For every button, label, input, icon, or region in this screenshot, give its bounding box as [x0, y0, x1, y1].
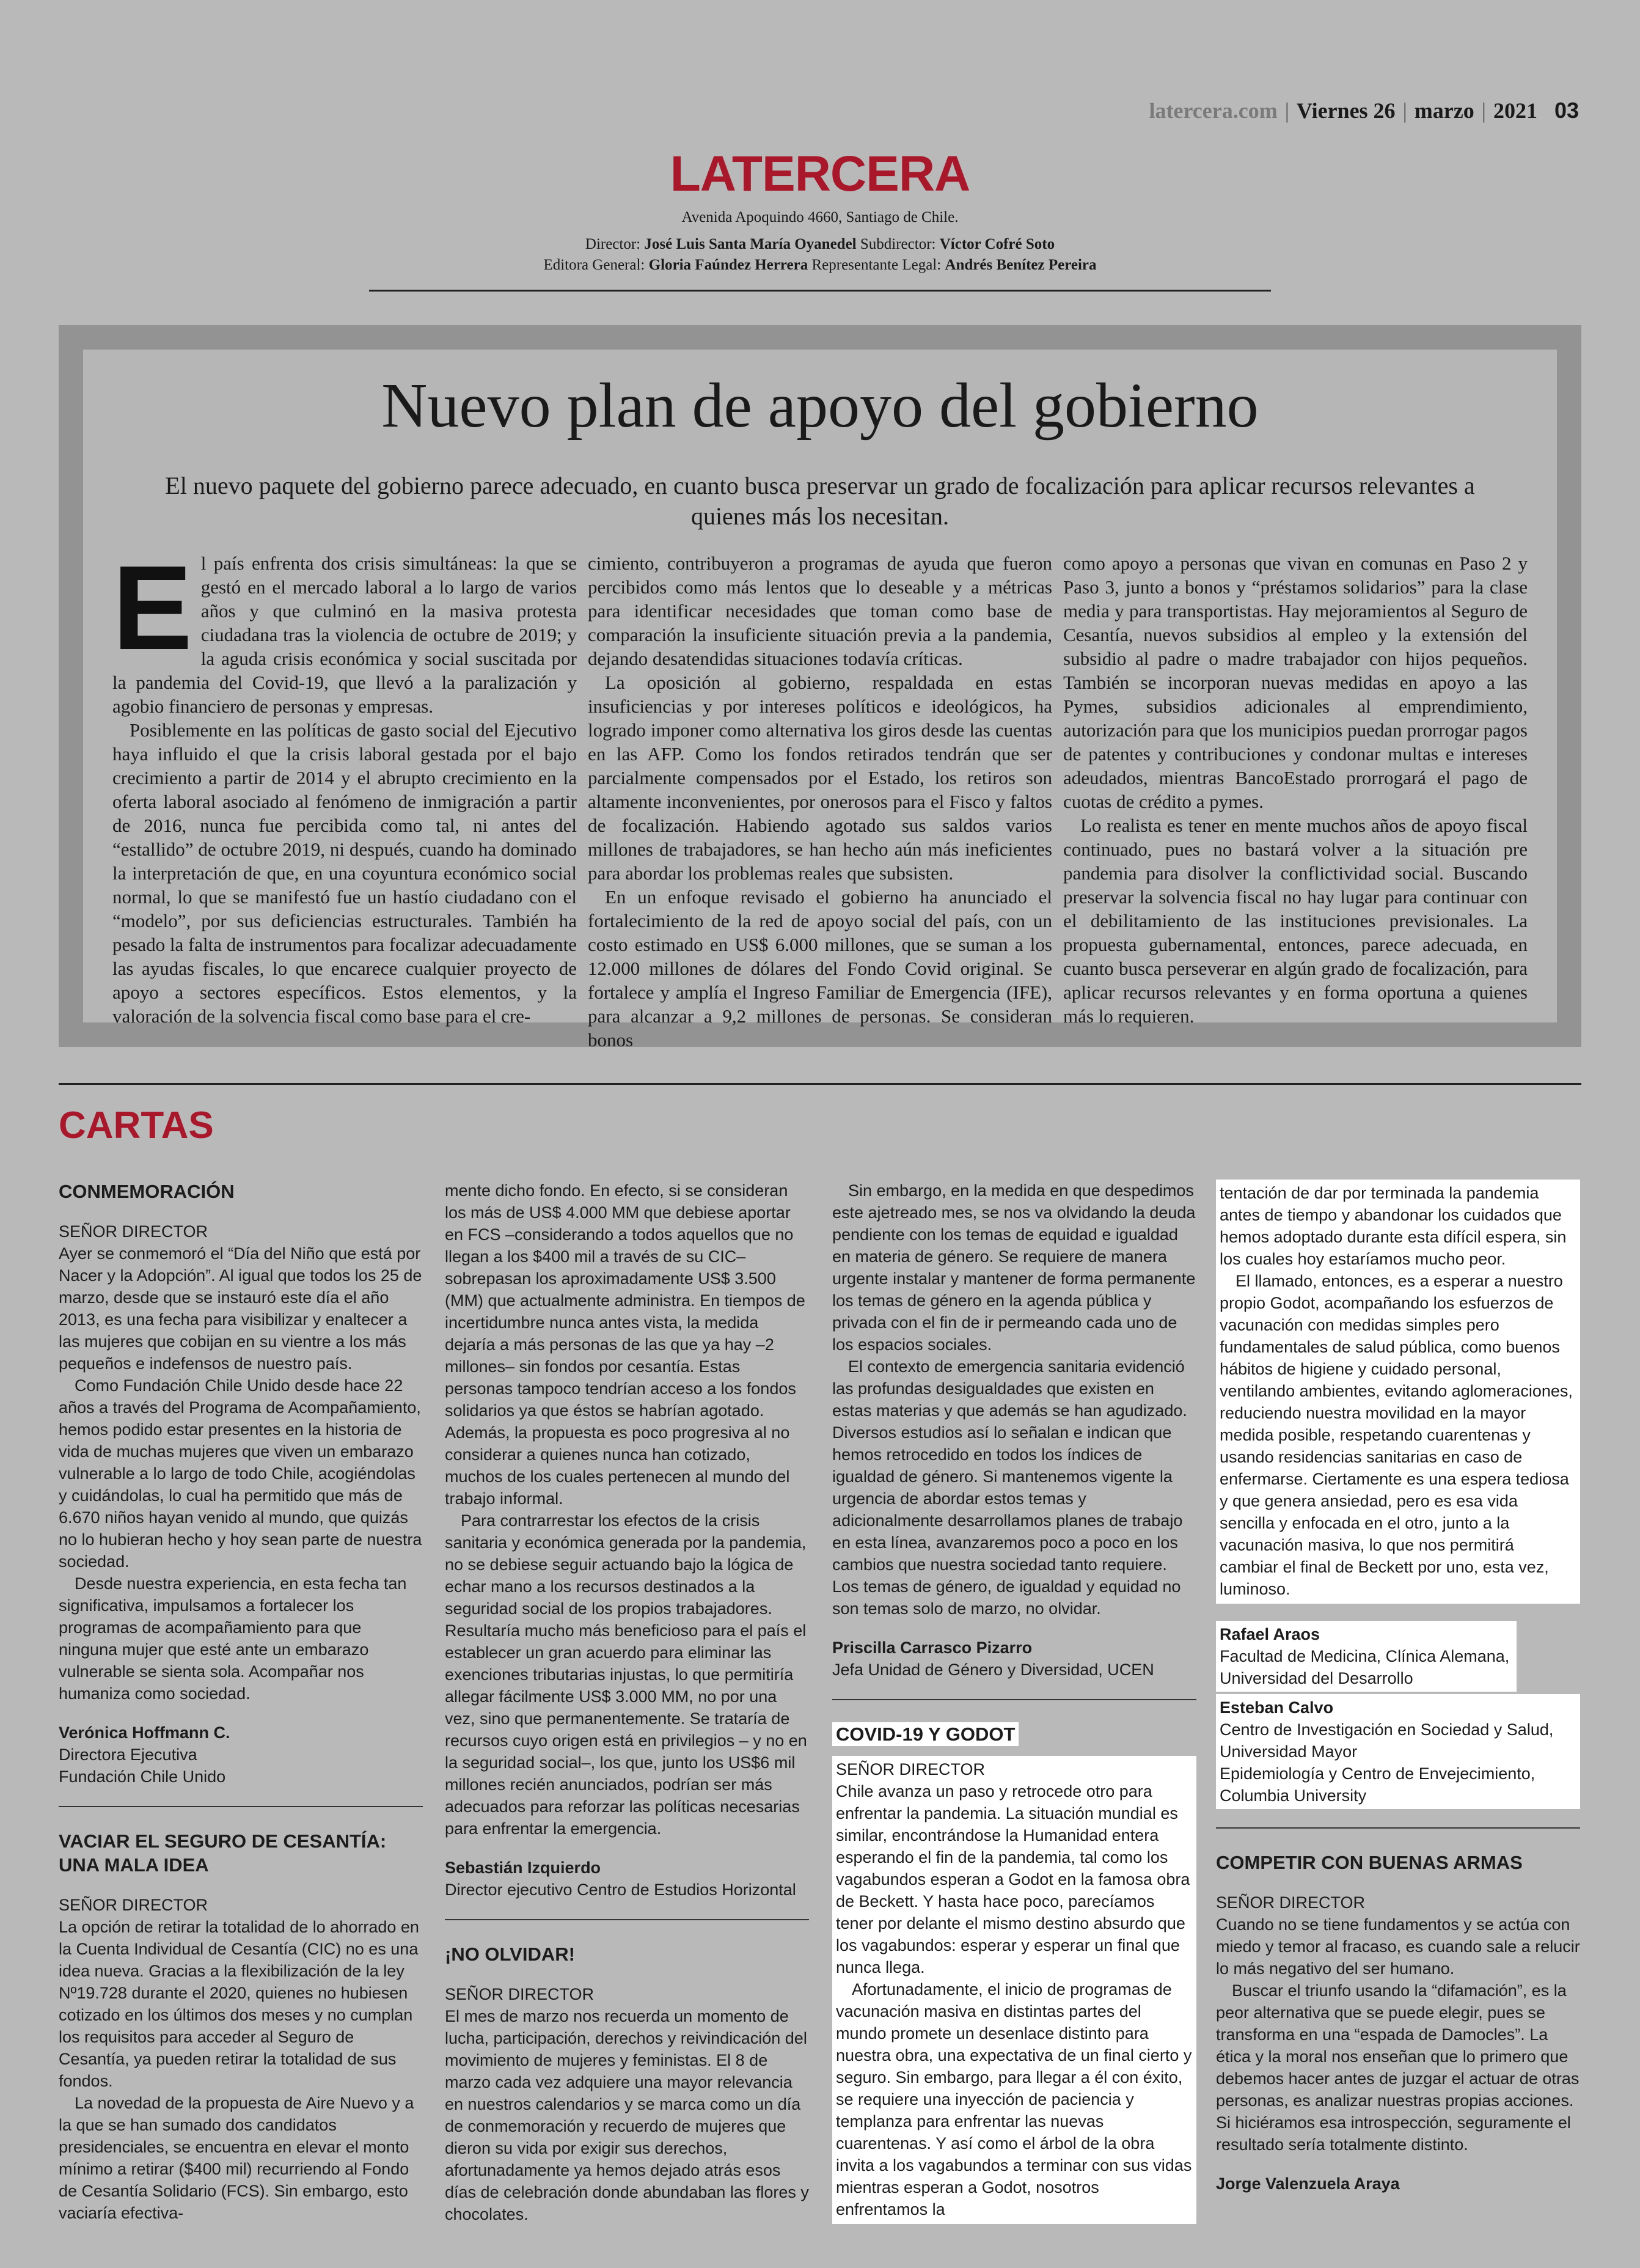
editorial-paragraph: cimiento, contribuyeron a programas de ayuda que fueron percibidos como más lentos que lo deseable y a métricas para identificar necesidades que toman como base de comparación la insuficiente situación previa a la pandemia, dejando desatendidas situaciones todavía críticas. [588, 552, 1052, 669]
cartas-divider [59, 1083, 1581, 1085]
letter-affiliation: Facultad de Medicina, Clínica Alemana, [1220, 1647, 1510, 1665]
letter-separator [59, 1806, 423, 1807]
director-label: Director: [585, 236, 641, 252]
letter-paragraph: Sin embargo, en la medida en que despedimos este ajetreado mes, se nos va olvidando la deuda pendiente con los temas de equidad e igualdad en materia de género. Se requiere de manera urgente instalar y mantener de forma permanente los temas de género en la agenda pública y privada con el fin de ir permeando cada uno de los espacios sociales. [832, 1181, 1196, 1354]
cartas-column-3 [832, 1180, 1196, 2224]
editorial-paragraph: Posiblemente en las políticas de gasto social del Ejecutivo haya influido el que la crisis laboral gestada por el bajo crecimiento a partir de 2014 y el abrupto crecimiento en la oferta laboral asociado al fenómeno de inmigración a partir de 2016, nunca fue percibida como tal, ni antes del “estallido” de octubre 2019, ni después, cuando ha dominado la interpretación de que, en una coyuntura económico social normal, lo que se manifestó fue un hastío ciudadano con el “modelo”, por sus deficiencias estructurales. También ha pesado la falta de instrumentos para focalizar adecuadamente las ayudas fiscales, lo que encarece cualquier proyecto de apoyo a sectores específicos. Estos elementos, y la valoración de la solvencia fiscal como base para el cre- [112, 719, 577, 1027]
letter-signature: Jorge Valenzuela Araya [1216, 2174, 1400, 2193]
letter-paragraph: Ayer se conmemoró el “Día del Niño que está por Nacer y la Adopción”. Al igual que todos los 25 de marzo, desde que se instauró este día el año 2013, es una fecha para visibilizar y enaltecer a las mujeres que cobijan en su vientre a los más pequeños e indefensos de nuestro país. [59, 1244, 422, 1373]
letter-affiliation: Centro de Investigación en Sociedad y Salud, [1220, 1720, 1554, 1739]
highlighted-signature-block [1216, 1694, 1580, 1809]
editorial-column-2 [588, 551, 1052, 1052]
letter-paragraph: El llamado, entonces, es a esperar a nuestro propio Godot, acompañando los esfuerzos de vacunación con medidas simples pero fundamentales de salud pública, como buenos hábitos de higiene y cuidado personal, ventilando ambientes, evitando aglomeraciones, reduciendo nuestra movilidad en la mayor medida posible, respetando cuarentenas y usando residencias sanitarias en caso de enfermarse. Ciertamente es una espera tediosa y que genera ansiedad, pero es esa vida sencilla y enfocada en el otro, junto a la vacunación masiva, lo que nos permitirá cambiar el final de Beckett por uno, esta vez, luminoso. [1220, 1272, 1573, 1598]
letter-paragraph: mente dicho fondo. En efecto, si se consideran los más de US$ 4.000 MM que debiese aportar en FCS –considerando a todos aquellos que no llegan a los $400 mil a través de su CIC– sobrepasan los aproximadamente US$ 3.500 (MM) que actualmente administra. En tiempos de incertidumbre nunca antes vista, la medida dejaría a más personas de las que ya hay –2 millones– sin fondos por cesantía. Estas personas tampoco tendrían acceso a los fondos solidarios ya que éstos se habrían agotado. Además, la propuesta es poco progresiva al no considerar a quienes nunca han cotizado, muchos de los cuales pertenecen al mundo del trabajo informal. [445, 1181, 805, 1508]
editorial-column-3 [1063, 551, 1528, 1028]
editorial-paragraph: La oposición al gobierno, respaldada en estas insuficiencias y por intereses políticos e ideológicos, ha logrado imponer como alternativa los giros desde las cuentas en las AFP. Como los fondos retirados tendrán que ser parcialmente compensados por el Estado, los retiros son altamente inconvenientes, por onerosos para el Fisco y faltos de focalización. Habiendo agotado sus saldos varios millones de trabajadores, se han hecho aún más ineficientes para abordar los problemas reales que subsisten. [588, 672, 1052, 884]
letter-signature: Priscilla Carrasco Pizarro [832, 1639, 1033, 1657]
page-number: 03 [1554, 98, 1579, 123]
letter-separator [445, 1919, 809, 1920]
editorial-paragraph: El país enfrenta dos crisis simultáneas: la que se gestó en el mercado laboral a lo largo de varios años y que culminó en la masiva protesta ciudadana tras la violencia de octubre de 2019; y la aguda crisis económica y social suscitada por la pandemia del Covid-19, que llevó a la paralización y agobio financiero de personas y empresas. [112, 541, 577, 717]
letter-affiliation: Fundación Chile Unido [59, 1767, 226, 1786]
letter-paragraph: El mes de marzo nos recuerda un momento de lucha, participación, derechos y reivindicación del movimiento de mujeres y feministas. El 8 de marzo cada vez adquiere una mayor relevancia en nuestros calendarios y se marca como un día de conmemoración y recuerdo de mujeres que dieron su vida por exigir sus derechos, afortunadamente ya hemos dejado atrás esos días de celebración donde abundaban las flores y chocolates. [445, 2007, 809, 2223]
letter-signature: Rafael Araos [1220, 1625, 1320, 1643]
highlighted-letter-block [832, 1756, 1196, 2224]
letter-title-text: COVID-19 Y GODOT [832, 1722, 1019, 1746]
director-name: José Luis Santa María Oyanedel [644, 236, 857, 252]
letter-paragraph: La novedad de la propuesta de Aire Nuevo y a la que se han sumado dos candidatos presidenciales, se encuentra en elevar el monto mínimo a retirar ($400 mil) recurriendo al Fondo de Cesantía Solidario (FCS). Sin embargo, esto vaciaría efectiva- [59, 2094, 414, 2222]
letter-salutation: SEÑOR DIRECTOR [1216, 1893, 1366, 1912]
letter-salutation: SEÑOR DIRECTOR [59, 1896, 208, 1914]
letter-affiliation: Epidemiología y Centro de Envejecimiento, [1220, 1764, 1536, 1783]
masthead-staff-line-1 [0, 236, 1640, 253]
editorial-title: Nuevo plan de apoyo del gobierno [381, 370, 1259, 441]
letter-separator [1216, 1827, 1580, 1829]
editora-label: Editora General: [543, 257, 645, 273]
date-month: marzo [1414, 98, 1474, 123]
subdirector-name: Víctor Cofré Soto [939, 236, 1055, 252]
letter-title [832, 1722, 1196, 1746]
letter-paragraph: Cuando no se tiene fundamentos y se actúa con miedo y temor al fracaso, es cuando sale a relucir lo más negativo del ser humano. [1216, 1915, 1580, 1978]
letter-affiliation: Directora Ejecutiva [59, 1745, 197, 1764]
highlighted-signature-block [1216, 1621, 1517, 1692]
editorial-column-1 [112, 541, 577, 1028]
masthead-address: Avenida Apoquindo 4660, Santiago de Chile. [681, 209, 959, 226]
drop-cap: E [112, 541, 192, 675]
letter-affiliation: Jefa Unidad de Género y Diversidad, UCEN [832, 1661, 1154, 1679]
letter-paragraph: Buscar el triunfo usando la “difamación”, es la peor alternativa que se puede elegir, pues se transforma en una “espada de Damocles”. La ética y la moral nos enseñan que lo primero que debemos hacer antes de juzgar el actuar de otras personas, es analizar nuestras propias acciones. Si hiciéramos esa introspección, seguramente el resultado sería totalmente distinto. [1216, 1981, 1580, 2154]
letter-salutation: SEÑOR DIRECTOR [445, 1985, 595, 2003]
cartas-section-title: CARTAS [59, 1104, 214, 1147]
letter-title: CONMEMORACIÓN [59, 1181, 235, 1202]
letter-signature: Verónica Hoffmann C. [59, 1723, 230, 1742]
letter-paragraph: Desde nuestra experiencia, en esta fecha tan significativa, impulsamos a fortalecer los programas de acompañamiento para que ninguna mujer que esté ante un embarazo vulnerable se sienta sola. Acompañar nos humaniza como sociedad. [59, 1574, 407, 1703]
letter-title: COMPETIR CON BUENAS ARMAS [1216, 1852, 1523, 1873]
letter-affiliation: Director ejecutivo Centro de Estudios Horizontal [445, 1881, 796, 1899]
letter-title: ¡NO OLVIDAR! [445, 1943, 575, 1965]
cartas-column-2 [445, 1180, 809, 2225]
highlighted-letter-block [1216, 1180, 1580, 1604]
date-year: 2021 [1493, 98, 1537, 123]
rep-name: Andrés Benítez Pereira [945, 257, 1097, 273]
letter-affiliation: Columbia University [1220, 1786, 1367, 1805]
letter-salutation: SEÑOR DIRECTOR [836, 1760, 986, 1778]
letter-paragraph: Afortunadamente, el inicio de programas de vacunación masiva en distintas partes del mundo promete un desenlace distinto para nuestra obra, una expectativa de un final cierto y seguro. Sin embargo, para llegar a él con éxito, se requiere una inyección de paciencia y templanza para enfrentar las nuevas cuarentenas. Y así como el árbol de la obra invita a los vagabundos a terminar con sus vidas mientras esperan a Godot, nosotros enfrentamos la [836, 1980, 1192, 2218]
letter-paragraph: Para contrarrestar los efectos de la crisis sanitaria y económica generada por la pandemia, no se debiese seguir actuando bajo la lógica de echar mano a los recursos destinados a la seguridad social de los propios trabajadores. Resultaría mucho más beneficioso para el país el establecer un gran acuerdo para eliminar las exenciones tributarias injustas, lo que permitiría allegar fácilmente US$ 3.000 MM, no por una vez, sino que permanentemente. Se trataría de recursos cuyo origen está en privilegios – y no en la seguridad social–, los que, junto los US$6 mil millones recién anunciados, podrían ser más adecuados para reforzar las políticas necesarias para enfrentar la emergencia. [445, 1511, 807, 1838]
letter-affiliation: Universidad Mayor [1220, 1742, 1358, 1761]
letter-title: VACIAR EL SEGURO DE CESANTÍA: UNA MALA IDEA [59, 1830, 387, 1876]
masthead-divider [369, 290, 1271, 292]
letter-signature: Esteban Calvo [1220, 1698, 1334, 1717]
letter-paragraph: Chile avanza un paso y retrocede otro para enfrentar la pandemia. La situación mundial es similar, encontrándose la Humanidad entera esperando el fin de la pandemia, tal como los vagabundos esperan a Godot en la famosa obra de Beckett. Y hasta hace poco, parecíamos tener por delante el mismo destino absurdo que los vagabundos: esperar y esperar un final que nunca llega. [836, 1782, 1190, 1976]
letter-paragraph: El contexto de emergencia sanitaria evidenció las profundas desigualdades que existen en estas materias y que además se han agudizado. Diversos estudios así lo señalan e indican que hemos retrocedido en todos los índices de igualdad de género. Si mantenemos vigente la urgencia de abordar estos temas y adicionalmente desarrollamos planes de trabajo en esta línea, avanzaremos poco a poco en los cambios que nuestra sociedad tanto requiere. Los temas de género, de igualdad y equidad no son temas solo de marzo, no olvidar. [832, 1357, 1187, 1618]
newspaper-logo: LATERCERA [670, 146, 970, 202]
letter-affiliation: Universidad del Desarrollo [1220, 1669, 1413, 1687]
letter-paragraph: La opción de retirar la totalidad de lo ahorrado en la Cuenta Individual de Cesantía (CIC) no es una idea nueva. Gracias a la flexibilización de la ley Nº19.728 durante el 2020, quienes no hubiesen cotizado en los últimos dos meses y no cumplan los requisitos para acceder al Seguro de Cesantía, ya pueden retirar la totalidad de sus fondos. [59, 1918, 419, 2090]
letter-salutation: SEÑOR DIRECTOR [59, 1222, 208, 1241]
editorial-dek: El nuevo paquete del gobierno parece adecuado, en cuanto busca preservar un grado de focalización para aplicar recursos relevantes a quienes más los necesitan. [165, 472, 1475, 530]
page-header-line: latercera.com | Viernes 26 | marzo | 2021 03 [1149, 98, 1579, 123]
cartas-column-1 [59, 1180, 423, 2224]
editora-name: Gloria Faúndez Herrera [648, 257, 808, 273]
letter-paragraph: tentación de dar por terminada la pandemia antes de tiempo y abandonar los cuidados que hemos adoptado durante esta difícil espera, sin los cuales hoy estaríamos mucho peor. [1220, 1184, 1567, 1268]
letter-separator [832, 1699, 1196, 1700]
letter-signature: Sebastián Izquierdo [445, 1859, 601, 1877]
letter-paragraph: Como Fundación Chile Unido desde hace 22 años a través del Programa de Acompañamiento, hemos podido estar presentes en la historia de vida de muchas mujeres que viven un embarazo vulnerable a lo largo de todo Chile, acogiéndolas y cuidándolas, lo cual ha permitido que más de 6.670 niños hayan venido al mundo, que quizás no lo hubieran hecho y hoy sean parte de nuestra sociedad. [59, 1376, 422, 1571]
site-name[interactable]: latercera.com [1149, 98, 1278, 123]
masthead-staff-line-2 [0, 257, 1640, 274]
subdirector-label: Subdirector: [860, 236, 936, 252]
date-day: Viernes 26 [1296, 98, 1396, 123]
editorial-paragraph: como apoyo a personas que vivan en comunas en Paso 2 y Paso 3, junto a bonos y “préstamos solidarios” para la clase media y para transportistas. Hay mejoramientos al Seguro de Cesantía, nuevos subsidios al empleo y la extensión del subsidio al padre o madre trabajador con hijos pequeños. También se incorporan nuevas medidas en apoyo a las Pymes, subsidios adicionales al emprendimiento, autorización para que los municipios puedan prorrogar pagos de patentes y contribuciones y condonar multas e intereses adeudados, mientras BancoEstado prorrogará el pago de cuotas de crédito a pymes. [1063, 552, 1528, 812]
rep-label: Representante Legal: [811, 257, 942, 273]
editorial-paragraph: En un enfoque revisado el gobierno ha anunciado el fortalecimiento de la red de apoyo social del país, con un costo estimado en US$ 6.000 millones, que se suman a los 12.000 millones de dólares del Fondo Covid original. Se fortalece y amplía el Ingreso Familiar de Emergencia (IFE), para alcanzar a 9,2 millones de personas. Se consideran bonos [588, 886, 1052, 1051]
editorial-paragraph: Lo realista es tener en mente muchos años de apoyo fiscal continuado, pues no bastará volver a la situación pre pandemia para disolver la conflictividad social. Buscando preservar la solvencia fiscal no hay lugar para continuar con el debilitamiento de las instituciones previsionales. La propuesta gubernamental, entonces, parece adecuada, en cuanto busca perseverar en algún grado de focalización, para aplicar recursos relevantes y en forma oportuna a quienes más lo requieren. [1063, 815, 1528, 1027]
cartas-column-4 [1216, 1180, 1580, 2195]
